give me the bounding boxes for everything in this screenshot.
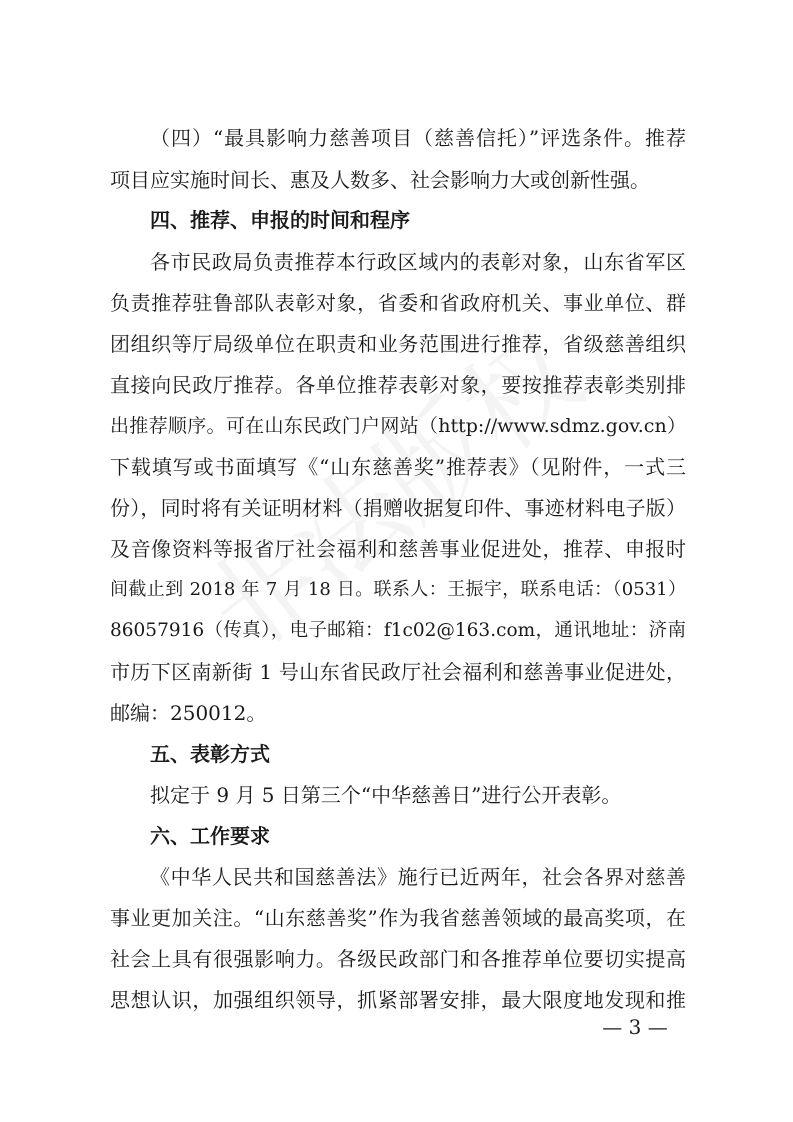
paragraph-line: 出推荐顺序。可在山东民政门户网站（http://www.sdmz.gov.cn） <box>110 415 686 437</box>
paragraph-line: 邮编：250012。 <box>110 701 267 725</box>
paragraph-line: 86057916（传真），电子邮箱：f1c02@163.com，通讯地址：济南 <box>110 620 686 641</box>
section-heading-5: 五、表彰方式 <box>150 742 270 766</box>
paragraph-line: 间截止到 2018 年 7 月 18 日。联系人：王振宇，联系电话：（0531） <box>110 579 686 600</box>
section-heading-6: 六、工作要求 <box>150 824 270 848</box>
paragraph-line: 项目应实施时间长、惠及人数多、社会影响力大或创新性强。 <box>110 168 650 192</box>
paragraph-line: 及音像资料等报省厅社会福利和慈善事业促进处，推荐、申报时 <box>110 537 686 561</box>
paragraph-line: 市历下区南新街 1 号山东省民政厅社会福利和慈善事业促进处， <box>110 660 686 684</box>
paragraph-line: 事业更加关注。“山东慈善奖”作为我省慈善领域的最高奖项，在 <box>110 906 686 930</box>
page-number: — 3 — <box>602 1015 668 1039</box>
paragraph-line: 《中华人民共和国慈善法》施行已近两年，社会各界对慈善 <box>150 865 686 889</box>
paragraph-line: 各市民政局负责推荐本行政区域内的表彰对象，山东省军区 <box>150 250 686 274</box>
paragraph-line: 直接向民政厅推荐。各单位推荐表彰对象，要按推荐表彰类别排 <box>110 373 686 397</box>
section-heading-4: 四、推荐、申报的时间和程序 <box>150 208 410 232</box>
paragraph-line: 思想认识，加强组织领导，抓紧部署安排，最大限度地发现和推 <box>110 988 686 1012</box>
paragraph-line: 团组织等厅局级单位在职责和业务范围进行推荐，省级慈善组织 <box>110 332 686 356</box>
paragraph-line: 拟定于 9 月 5 日第三个“中华慈善日”进行公开表彰。 <box>150 783 622 807</box>
paragraph-line: 下载填写或书面填写《“山东慈善奖”推荐表》（见附件，一式三 <box>110 455 686 479</box>
paragraph-line: 份），同时将有关证明材料（捐赠收据复印件、事迹材料电子版） <box>110 496 686 520</box>
paragraph-line: （四）“最具影响力慈善项目（慈善信托）”评选条件。推荐 <box>150 126 686 150</box>
paragraph-line: 负责推荐驻鲁部队表彰对象，省委和省政府机关、事业单位、群 <box>110 291 686 315</box>
paragraph-line: 社会上具有很强影响力。各级民政部门和各推荐单位要切实提高 <box>110 947 686 971</box>
